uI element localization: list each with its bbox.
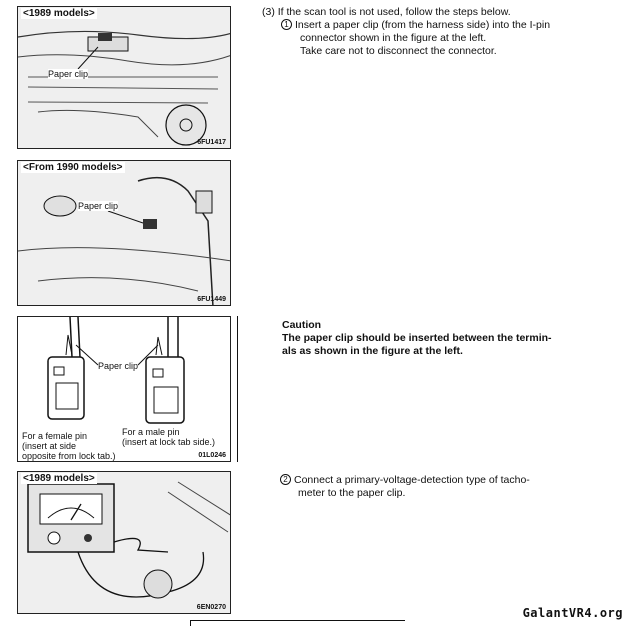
figure-3-callout-paper-clip: Paper clip xyxy=(98,361,139,371)
figure-2-title: <From 1990 models> xyxy=(23,162,123,173)
step-3-item-1-line-3: Take care not to disconnect the connector. xyxy=(300,45,497,57)
figure-4-code: 6EN0270 xyxy=(196,604,226,611)
step-number-1-icon: 1 xyxy=(281,19,292,30)
tachometer-illustration xyxy=(18,472,231,614)
page-divider-line xyxy=(237,316,238,462)
caution-title: Caution xyxy=(282,319,322,331)
step-2-line-1 xyxy=(280,474,530,487)
step-3-item-1-line-1 xyxy=(281,19,550,32)
figure-3-female-note-2: opposite from lock tab.) xyxy=(22,451,116,461)
step-2-line-2: meter to the paper clip. xyxy=(298,487,406,499)
figure-3-female-label: For a female pin xyxy=(22,431,88,441)
step-3-item-1-text: Insert a paper clip (from the harness side) into the I-pin xyxy=(295,19,551,31)
figure-2-callout: Paper clip xyxy=(78,201,119,211)
step-3-intro: (3) If the scan tool is not used, follow the steps below. xyxy=(262,6,511,18)
engine-illustration-2 xyxy=(18,161,231,306)
step-number-2-icon: 2 xyxy=(280,474,291,485)
caution-line-2: als as shown in the figure at the left. xyxy=(282,345,463,357)
bottom-rule xyxy=(190,620,405,621)
figure-2-code: 6FU1449 xyxy=(197,296,226,303)
figure-1989-tachometer xyxy=(17,471,231,614)
figure-1990-engine-bay xyxy=(17,160,231,306)
figure-3-female-note-1: (insert at side xyxy=(22,441,77,451)
figure-3-male-note: (insert at lock tab side.) xyxy=(122,437,216,447)
caution-line-1: The paper clip should be inserted between the termin- xyxy=(282,332,552,344)
figure-pin-connectors xyxy=(17,316,231,462)
figure-1-title: <1989 models> xyxy=(23,8,95,19)
step-3-item-1-line-2: connector shown in the figure at the left. xyxy=(300,32,487,44)
figure-3-male-label: For a male pin xyxy=(122,427,180,437)
bottom-rule-left xyxy=(190,620,191,626)
site-watermark: GalantVR4.org xyxy=(522,606,623,620)
figure-1-code: 6FU1417 xyxy=(197,139,226,146)
figure-1-callout: Paper clip xyxy=(48,69,89,79)
step-2-text: Connect a primary-voltage-detection type of tacho- xyxy=(294,474,530,486)
figure-1989-engine-bay xyxy=(17,6,231,149)
figure-4-title: <1989 models> xyxy=(23,473,95,484)
figure-3-code: 01L0246 xyxy=(198,452,226,459)
